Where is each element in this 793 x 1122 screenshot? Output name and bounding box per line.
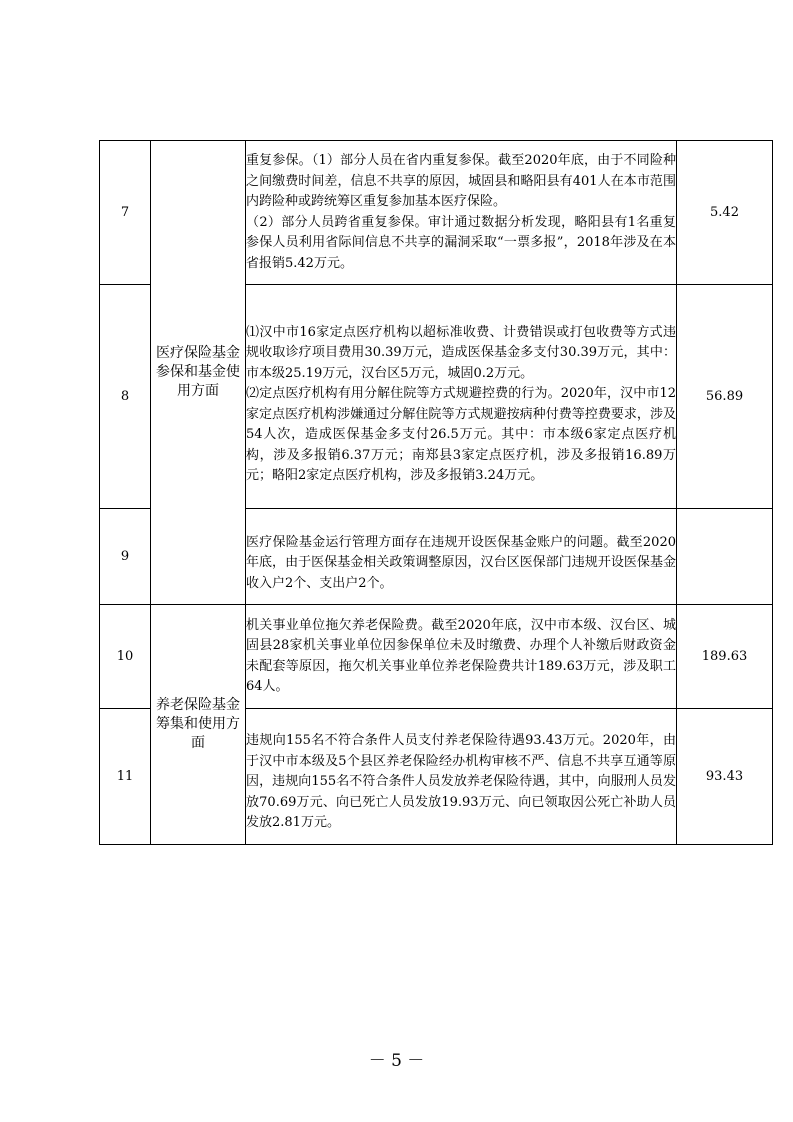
category-pension-insurance: 养老保险基金筹集和使用方面 (151, 605, 246, 845)
table-row (100, 605, 773, 709)
audit-findings-table (99, 140, 773, 845)
amount-value (677, 509, 773, 605)
description-paragraph: 重复参保。（1）部分人员在省内重复参保。截至2020年底，由于不同险种之间缴费时间差，信息不共享的原因，城固县和略阳县有401人在本市范围内跨险种或跨统筹区重复参加基本医疗保险。 (246, 153, 676, 209)
issue-description (246, 605, 677, 709)
issue-description (246, 709, 677, 845)
issue-description (246, 285, 677, 509)
amount-value: 5.42 (677, 141, 773, 285)
amount-value: 93.43 (677, 709, 773, 845)
issue-description (246, 509, 677, 605)
page-number: － 5 － (368, 1051, 425, 1071)
description-paragraph: （2）部分人员跨省重复参保。审计通过数据分析发现，略阳县有1名重复参保人员利用省际间信息不共享的漏洞采取“一票多报”，2018年涉及在本省报销5.42万元。 (246, 214, 676, 271)
issue-description (246, 141, 677, 285)
amount-value: 56.89 (677, 285, 773, 509)
row-number: 7 (100, 141, 151, 285)
amount-value: 189.63 (677, 605, 773, 709)
category-medical-insurance: 医疗保险基金参保和基金使用方面 (151, 141, 246, 605)
row-number: 11 (100, 709, 151, 845)
row-number: 9 (100, 509, 151, 605)
description-paragraph: 医疗保险基金运行管理方面存在违规开设医保基金账户的问题。截至2020年底，由于医保基金相关政策调整原因，汉台区医保部门违规开设医保基金收入户2个、支出户2个。 (246, 534, 676, 591)
row-number: 8 (100, 285, 151, 509)
table-row (100, 141, 773, 285)
row-number: 10 (100, 605, 151, 709)
description-paragraph: ⑵定点医疗机构有用分解住院等方式规避控费的行为。2020年，汉中市12家定点医疗机构涉嫌通过分解住院等方式规避按病种付费等控费要求，涉及54人次，造成医保基金多支付26.5万元。其中：市本级6家定点医疗机构，涉及多报销6.37万元；南郑县3家定点医疗机，涉及多报销16.89万元；略阳2家定点医疗机构，涉及多报销3.24万元。 (246, 386, 676, 483)
description-paragraph: 机关事业单位拖欠养老保险费。截至2020年底，汉中市本级、汉台区、城固县28家机关事业单位因参保单位未及时缴费、办理个人补缴后财政资金未配套等原因，拖欠机关事业单位养老保险费共计189.63万元，涉及职工64人。 (246, 617, 676, 694)
description-paragraph: 违规向155名不符合条件人员支付养老保险待遇93.43万元。2020年，由于汉中市本级及5个县区养老保险经办机构审核不严、信息不共享互通等原因，违规向155名不符合条件人员发放养老保险待遇，其中，向服刑人员发放70.69万元、向已死亡人员发放19.93万元、向已领取因公死亡补助人员发放2.81万元。 (246, 733, 676, 831)
description-paragraph: ⑴汉中市16家定点医疗机构以超标准收费、计费错误或打包收费等方式违规收取诊疗项目费用30.39万元，造成医保基金多支付30.39万元，其中：市本级25.19万元，汉台区5万元，城固0.2万元。 (246, 324, 676, 381)
